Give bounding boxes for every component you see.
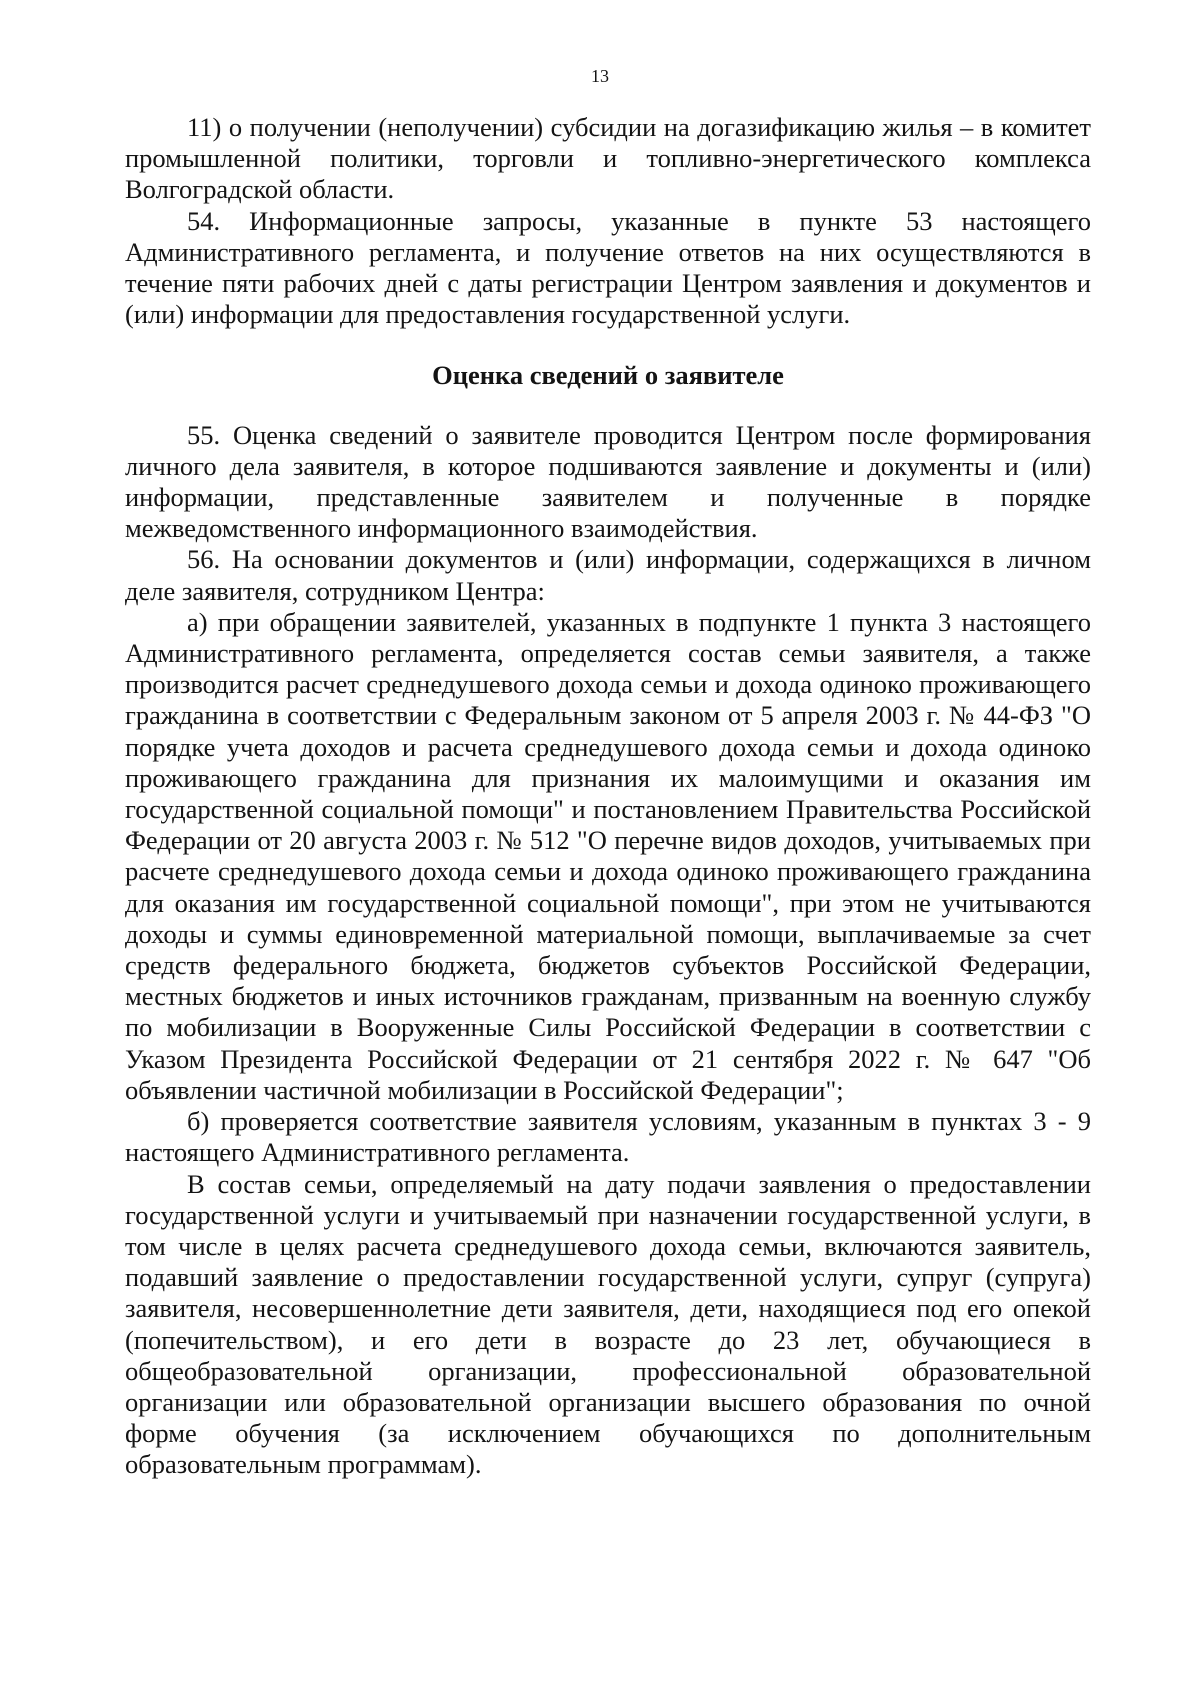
document-body	[125, 112, 1091, 1481]
paragraph-55: 55. Оценка сведений о заявителе проводится Центром после формирования личного дела заявителя, в которое подшиваются заявление и документы и (или) информации, представленные заявителем и полученные в порядке межведомственного информационного взаимодействия.	[125, 419, 1091, 544]
page-number: 13	[591, 66, 609, 86]
paragraph-item-11: 11) о получении (неполучении) субсидии на догазификацию жилья – в комитет промышленной политики, торговли и топливно-энергетического комплекса Волгоградской области.	[125, 112, 1091, 205]
paragraph-54: 54. Информационные запросы, указанные в пункте 53 настоящего Административного регламента, и получение ответов на них осуществляются в течение пяти рабочих дней с даты регистрации Центром заявления и документов и (или) информации для предоставления государственной услуги.	[125, 205, 1091, 330]
paragraph-56-a: а) при обращении заявителей, указанных в подпункте 1 пункта 3 настоящего Административного регламента, определяется состав семьи заявителя, а также производится расчет среднедушевого дохода семьи и дохода одиноко проживающего гражданина в соответствии с Федеральным законом от 5 апреля 2003 г. № 44-ФЗ "О порядке учета доходов и расчета среднедушевого дохода семьи и дохода одиноко проживающего гражданина для признания их малоимущими и оказания им государственной социальной помощи" и постановлением Правительства Российской Федерации от 20 августа 2003 г. № 512 "О перечне видов доходов, учитываемых при расчете среднедушевого дохода семьи и дохода одиноко проживающего гражданина для оказания им государственной социальной помощи", при этом не учитываются доходы и суммы единовременной материальной помощи, выплачиваемые за счет средств федерального бюджета, бюджетов субъектов Российской Федерации, местных бюджетов и иных источников гражданам, призванным на военную службу по мобилизации в Вооруженные Силы Российской Федерации в соответствии с Указом Президента Российской Федерации от 21 сентября 2022 г. № 647 "Об объявлении частичной мобилизации в Российской Федерации";	[125, 606, 1091, 1105]
section-heading: Оценка сведений о заявителе	[432, 360, 784, 391]
paragraph-family-composition: В состав семьи, определяемый на дату подачи заявления о предоставлении государственной услуги и учитываемый при назначении государственной услуги, в том числе в целях расчета среднедушевого дохода семьи, включаются заявитель, подавший заявление о предоставлении государственной услуги, супруг (супруга) заявителя, несовершеннолетние дети заявителя, дети, находящиеся под его опекой (попечительством), и его дети в возрасте до 23 лет, обучающиеся в общеобразовательной организации, профессиональной образовательной организации или образовательной организации высшего образования по очной форме обучения (за исключением обучающихся по дополнительным образовательным программам).	[125, 1168, 1091, 1480]
paragraph-56-b: б) проверяется соответствие заявителя условиям, указанным в пунктах 3 - 9 настоящего Административного регламента.	[125, 1106, 1091, 1168]
paragraph-56: 56. На основании документов и (или) информации, содержащихся в личном деле заявителя, сотрудником Центра:	[125, 544, 1091, 606]
